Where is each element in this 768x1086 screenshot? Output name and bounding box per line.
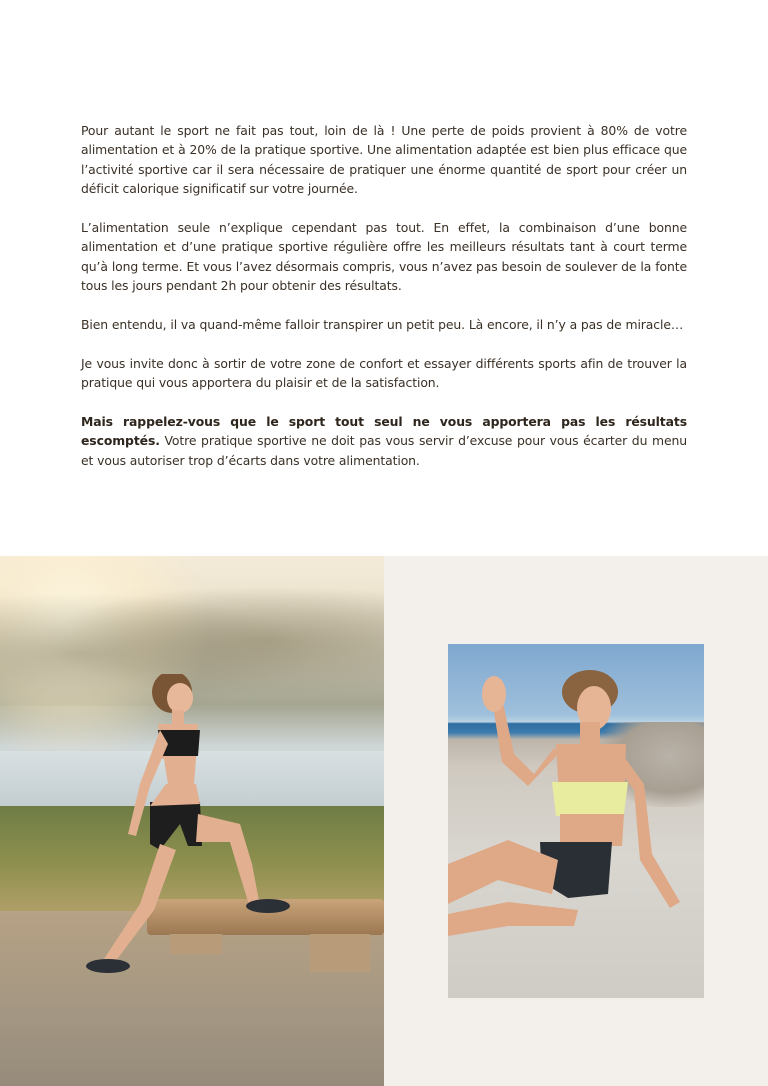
paragraph-3 — [81, 315, 687, 334]
paragraph-1-text: Pour autant le sport ne fait pas tout, loin de là ! Une perte de poids provient à 80% de votre alimentation et à 20% de la pratique sportive. Une alimentation adaptée est bien plus efficace que l’activité sportive car il sera nécessaire de pratiquer une énorme quantité de sport pour créer un déficit calorique significatif sur votre journée. — [81, 123, 687, 197]
photo-woman-stretching-bench — [0, 556, 384, 1086]
paragraph-2 — [81, 218, 687, 296]
paragraph-2-text: L’alimentation seule n’explique cependant pas tout. En effet, la combinaison d’une bonne alimentation et d’une pratique sportive régulière offre les meilleurs résultats tant à court terme qu’à long terme. Et vous l’avez désormais compris, vous n’avez pas besoin de soulever de la fonte tous les jours pendant 2h pour obtenir des résultats. — [81, 220, 687, 294]
paragraph-5 — [81, 412, 687, 470]
paragraph-4 — [81, 354, 687, 393]
paragraph-1 — [81, 121, 687, 199]
paragraph-5-bold: Mais rappelez-vous que le sport tout seul ne vous apportera pas les résultats escomptés. — [81, 414, 687, 449]
photo-woman-sitting-jetty — [448, 644, 704, 998]
bench-leg-right — [310, 934, 370, 972]
beige-panel — [384, 556, 768, 1086]
article-text — [81, 121, 687, 490]
paragraph-5-text: Votre pratique sportive ne doit pas vous servir d’excuse pour vous écarter du menu et vous autoriser trop d’écarts dans votre alimentation. — [81, 433, 687, 468]
paragraph-3-text: Bien entendu, il va quand-même falloir transpirer un petit peu. Là encore, il n’y a pas de miracle… — [81, 317, 684, 333]
woman-stretching-figure — [80, 674, 300, 984]
woman-sitting-figure — [448, 664, 704, 998]
paragraph-4-text: Je vous invite donc à sortir de votre zone de confort et essayer différents sports afin de trouver la pratique qui vous apportera du plaisir et de la satisfaction. — [81, 355, 687, 391]
